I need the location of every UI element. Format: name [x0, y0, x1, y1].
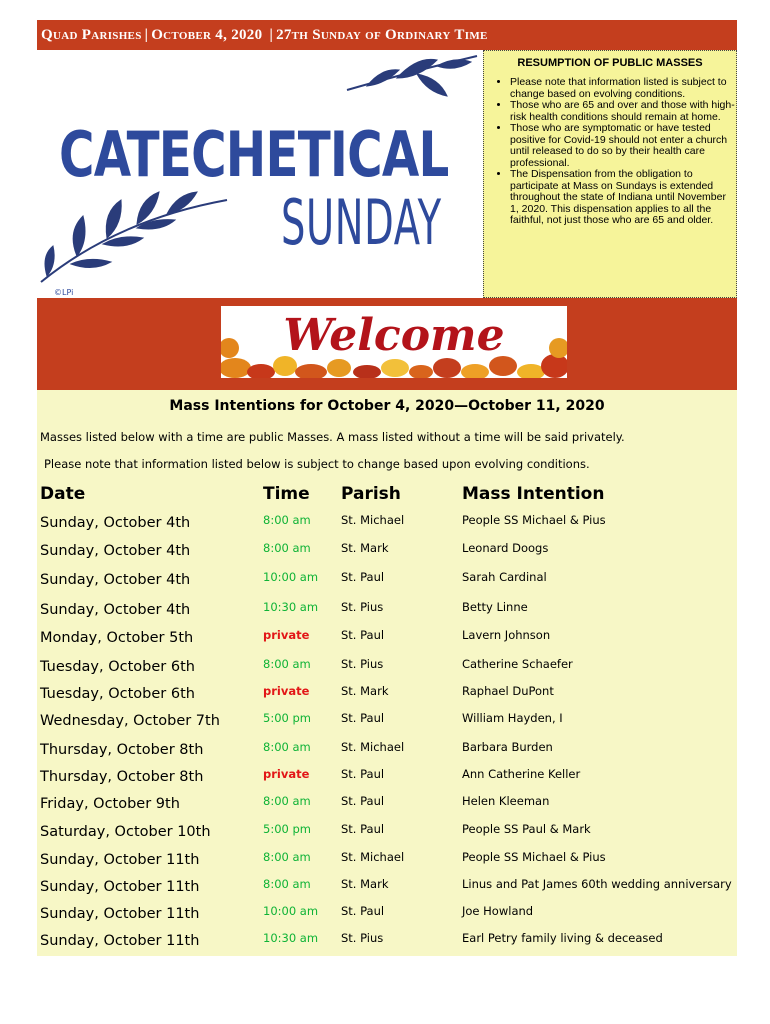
table-row [37, 875, 737, 901]
row-time: 10:00 am [263, 570, 319, 584]
column-header-parish: Parish [341, 484, 401, 504]
column-header-time: Time [263, 484, 310, 504]
table-row [37, 568, 737, 594]
row-date: Sunday, October 4th [40, 602, 191, 618]
row-time: 8:00 am [263, 657, 311, 671]
table-row [37, 626, 737, 652]
row-parish: St. Mark [341, 877, 389, 891]
row-date: Sunday, October 11th [40, 852, 200, 868]
row-intention: Barbara Burden [462, 740, 553, 754]
row-intention: Catherine Schaefer [462, 657, 573, 671]
row-parish: St. Paul [341, 711, 385, 725]
row-parish: St. Pius [341, 931, 384, 945]
notice-item: • Please note that information listed is subject to change based on evolving conditions. [510, 77, 736, 100]
row-intention: Earl Petry family living & deceased [462, 931, 663, 945]
row-date: Sunday, October 4th [40, 515, 191, 531]
row-time: 8:00 am [263, 850, 311, 864]
row-time: 8:00 am [263, 541, 311, 555]
row-time: 8:00 am [263, 877, 311, 891]
table-row [37, 848, 737, 874]
row-parish: St. Pius [341, 600, 384, 614]
row-time: 5:00 pm [263, 822, 311, 836]
row-time: 10:30 am [263, 931, 319, 945]
row-date: Sunday, October 11th [40, 906, 200, 922]
table-row [37, 929, 737, 955]
row-time: private [263, 767, 310, 781]
table-row [37, 738, 737, 764]
bulletin-header [37, 20, 737, 50]
header-separator: | [144, 26, 149, 43]
row-date: Tuesday, October 6th [40, 659, 195, 675]
table-row [37, 709, 737, 735]
row-parish: St. Mark [341, 684, 389, 698]
table-row [37, 682, 737, 708]
header-sunday: 27th Sunday of Ordinary Time [276, 26, 488, 43]
table-row [37, 655, 737, 681]
row-intention: People SS Paul & Mark [462, 822, 591, 836]
intentions-note-2: Please note that information listed below is subject to change based upon evolving conditions. [44, 457, 590, 471]
table-row [37, 820, 737, 846]
row-intention: People SS Michael & Pius [462, 513, 606, 527]
welcome-banner [221, 306, 567, 378]
row-parish: St. Paul [341, 904, 385, 918]
row-parish: St. Michael [341, 513, 405, 527]
header-date: October 4, 2020 [151, 26, 263, 43]
row-parish: St. Paul [341, 794, 385, 808]
hero-credit: ©LPi [54, 288, 74, 297]
notice-item: • The Dispensation from the obligation to participate at Mass on Sundays is extended throughout the state of Indiana until November 1, 2020. This dispensation applies to all the faithful, not just those who are 65 and older. [510, 169, 736, 227]
hero-title-line2: SUNDAY [281, 186, 442, 259]
row-parish: St. Paul [341, 767, 385, 781]
row-time: 10:00 am [263, 904, 319, 918]
row-intention: Linus and Pat James 60th wedding anniversary [462, 877, 732, 891]
row-date: Thursday, October 8th [40, 742, 204, 758]
row-date: Monday, October 5th [40, 630, 194, 646]
public-masses-notice [483, 50, 737, 298]
table-row [37, 902, 737, 928]
table-row [37, 792, 737, 818]
row-intention: Lavern Johnson [462, 628, 551, 642]
row-intention: William Hayden, I [462, 711, 563, 725]
row-intention: Joe Howland [462, 904, 534, 918]
header-separator: | [265, 26, 274, 43]
row-intention: Helen Kleeman [462, 794, 550, 808]
column-header-intention: Mass Intention [462, 484, 605, 504]
row-parish: St. Paul [341, 570, 385, 584]
row-date: Thursday, October 8th [40, 769, 204, 785]
notice-title: RESUMPTION OF PUBLIC MASSES [517, 57, 703, 69]
row-intention: Sarah Cardinal [462, 570, 547, 584]
table-row [37, 511, 737, 537]
row-parish: St. Pius [341, 657, 384, 671]
row-parish: St. Paul [341, 822, 385, 836]
notice-item: • Those who are 65 and over and those with high-risk health conditions should remain at home. [510, 100, 736, 123]
row-parish: St. Michael [341, 740, 405, 754]
table-row [37, 765, 737, 791]
notice-item: • Those who are symptomatic or have tested positive for Covid-19 should not enter a church until released to do so by their health care professional. [510, 123, 736, 169]
row-date: Sunday, October 4th [40, 572, 191, 588]
row-time: 10:30 am [263, 600, 319, 614]
intentions-title: Mass Intentions for October 4, 2020—October 11, 2020 [169, 398, 605, 414]
table-row [37, 539, 737, 565]
row-date: Sunday, October 4th [40, 543, 191, 559]
header-parish: Quad Parishes [41, 26, 142, 43]
welcome-word: Welcome [283, 310, 505, 361]
column-header-date: Date [40, 484, 86, 504]
row-date: Sunday, October 11th [40, 933, 200, 949]
row-date: Wednesday, October 7th [40, 713, 220, 729]
row-time: 8:00 am [263, 513, 311, 527]
row-date: Tuesday, October 6th [40, 686, 195, 702]
hero-title-line1: CATECHETICAL [59, 118, 449, 191]
row-date: Sunday, October 11th [40, 879, 200, 895]
catechetical-sunday-image [37, 50, 483, 298]
row-parish: St. Paul [341, 628, 385, 642]
row-date: Friday, October 9th [40, 796, 180, 812]
welcome-band [37, 298, 737, 390]
intentions-note-1: Masses listed below with a time are public Masses. A mass listed without a time will be said privately. [40, 430, 625, 444]
mass-intentions-section [37, 390, 737, 956]
row-intention: Leonard Doogs [462, 541, 549, 555]
row-date: Saturday, October 10th [40, 824, 211, 840]
row-time: 8:00 am [263, 794, 311, 808]
row-time: private [263, 628, 310, 642]
notice-list [484, 77, 736, 227]
row-time: 5:00 pm [263, 711, 311, 725]
row-intention: Raphael DuPont [462, 684, 554, 698]
row-parish: St. Michael [341, 850, 405, 864]
row-intention: Ann Catherine Keller [462, 767, 581, 781]
row-parish: St. Mark [341, 541, 389, 555]
table-row [37, 598, 737, 624]
row-intention: Betty Linne [462, 600, 528, 614]
row-time: 8:00 am [263, 740, 311, 754]
row-time: private [263, 684, 310, 698]
row-intention: People SS Michael & Pius [462, 850, 606, 864]
